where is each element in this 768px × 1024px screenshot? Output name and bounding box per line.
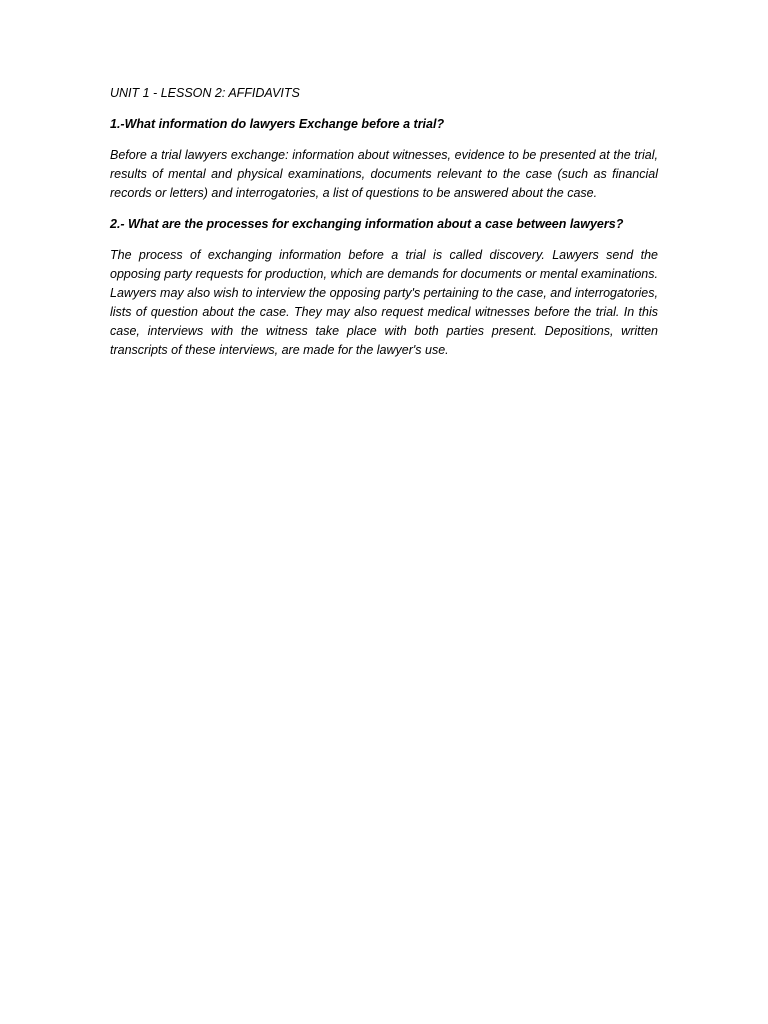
document-title: UNIT 1 - LESSON 2: AFFIDAVITS bbox=[110, 86, 300, 100]
question-2: 2.- What are the processes for exchanging information about a case between lawyers? bbox=[110, 217, 624, 231]
answer-2: The process of exchanging information before a trial is called discovery. Lawyers send the opposing party requests for production, which are demands for documents or mental examinations. Lawyers may also wish to interview the opposing party's pertaining to the case, and interrogatories, lists of question about the case. They may also request medical witnesses before the trial. In this case, interviews with the witness take place with both parties present. Depositions, written transcripts of these interviews, are made for the lawyer's use. bbox=[110, 248, 658, 357]
answer-1: Before a trial lawyers exchange: information about witnesses, evidence to be presented at the trial, results of mental and physical examinations, documents relevant to the case (such as financial records or letters) and interrogatories, a list of questions to be answered about the case. bbox=[110, 148, 658, 200]
question-1: 1.-What information do lawyers Exchange before a trial? bbox=[110, 117, 445, 131]
document-page bbox=[110, 84, 658, 372]
